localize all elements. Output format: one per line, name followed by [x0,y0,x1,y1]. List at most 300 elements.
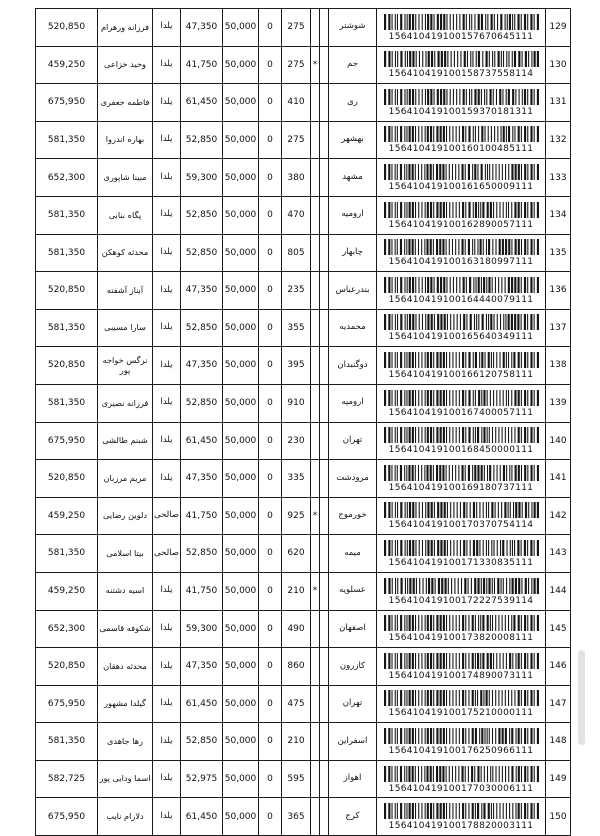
row-number-cell: 140 [546,422,571,460]
table-row [36,648,571,686]
barcode [379,352,543,380]
flag-cell [311,309,320,347]
recipient-name-cell: رها جاهدی [98,723,153,761]
recipient-name-cell: دلوين رضايی [98,497,153,535]
base-amount-cell: 50,000 [223,384,259,422]
fee-amount-cell: 52,850 [181,309,223,347]
blank-cell [320,196,329,234]
flag-cell [311,159,320,197]
recipient-name-cell: بهاره اندروا [98,121,153,159]
barcode-number: 156410419100171330835111 [388,557,534,568]
group-cell: يلدا [153,685,181,723]
city-cell: تهران [329,685,377,723]
zero-value-cell: 0 [259,309,282,347]
table-row [36,9,571,47]
barcode-image [384,14,539,30]
barcode [379,314,543,342]
city-cell: ميمه [329,535,377,573]
group-cell: يلدا [153,121,181,159]
table-row [36,497,571,535]
city-cell: خورموج [329,497,377,535]
barcode [379,728,543,756]
blank-cell [320,309,329,347]
fee-amount-cell: 47,350 [181,347,223,385]
zero-value-cell: 0 [259,196,282,234]
barcode-cell [377,798,546,836]
barcode-image [384,803,539,819]
flag-cell [311,196,320,234]
total-amount-cell: 520,850 [36,347,98,385]
recipient-name-cell: سارا مسيبی [98,309,153,347]
city-cell: كرج [329,798,377,836]
table-row [36,196,571,234]
fee-amount-cell: 52,850 [181,196,223,234]
blank-cell [320,159,329,197]
extra-amount-cell: 365 [282,798,311,836]
fee-amount-cell: 52,850 [181,234,223,272]
flag-cell [311,760,320,798]
barcode-cell [377,272,546,310]
table-row [36,347,571,385]
barcode-image [384,578,539,594]
base-amount-cell: 50,000 [223,685,259,723]
barcode-cell [377,422,546,460]
barcode [379,390,543,418]
row-number-cell: 134 [546,196,571,234]
barcode [379,14,543,42]
barcode-image [384,690,539,706]
fee-amount-cell: 41,750 [181,497,223,535]
zero-value-cell: 0 [259,422,282,460]
zero-value-cell: 0 [259,535,282,573]
zero-value-cell: 0 [259,9,282,47]
table-row [36,572,571,610]
group-cell: يلدا [153,384,181,422]
zero-value-cell: 0 [259,610,282,648]
base-amount-cell: 50,000 [223,159,259,197]
barcode [379,578,543,606]
base-amount-cell: 50,000 [223,572,259,610]
table-row [36,685,571,723]
barcode-number: 156410419100170370754114 [388,520,534,531]
fee-amount-cell: 41,750 [181,572,223,610]
extra-amount-cell: 595 [282,760,311,798]
blank-cell [320,535,329,573]
base-amount-cell: 50,000 [223,422,259,460]
row-number-cell: 146 [546,648,571,686]
total-amount-cell: 520,850 [36,272,98,310]
barcode-image [384,540,539,556]
barcode-cell [377,648,546,686]
barcode-cell [377,384,546,422]
base-amount-cell: 50,000 [223,196,259,234]
flag-cell [311,422,320,460]
base-amount-cell: 50,000 [223,535,259,573]
row-number-cell: 149 [546,760,571,798]
extra-amount-cell: 475 [282,685,311,723]
extra-amount-cell: 230 [282,422,311,460]
barcode [379,89,543,117]
total-amount-cell: 520,850 [36,460,98,498]
recipient-name-cell: فرزانه نصيری [98,384,153,422]
base-amount-cell: 50,000 [223,648,259,686]
zero-value-cell: 0 [259,497,282,535]
barcode [379,465,543,493]
barcode-cell [377,760,546,798]
city-cell: مشهد [329,159,377,197]
barcode [379,803,543,831]
extra-amount-cell: 275 [282,121,311,159]
extra-amount-cell: 395 [282,347,311,385]
total-amount-cell: 459,250 [36,497,98,535]
group-cell: يلدا [153,760,181,798]
recipient-name-cell: نرگس خواجه پور [98,347,153,385]
blank-cell [320,272,329,310]
recipient-name-cell: اسما ودايی پور [98,760,153,798]
zero-value-cell: 0 [259,121,282,159]
recipient-name-cell: گيلدا مشهور [98,685,153,723]
recipient-name-cell: اسيه دشتنه [98,572,153,610]
zero-value-cell: 0 [259,685,282,723]
barcode [379,690,543,718]
barcode-cell [377,196,546,234]
flag-cell [311,610,320,648]
city-cell: شوشتر [329,9,377,47]
blank-cell [320,234,329,272]
barcode-number: 156410419100177030006111 [388,783,534,794]
base-amount-cell: 50,000 [223,460,259,498]
barcode-cell [377,610,546,648]
base-amount-cell: 50,000 [223,9,259,47]
flag-cell: * [311,572,320,610]
barcode-number: 156410419100178820003111 [388,821,534,832]
total-amount-cell: 581,350 [36,234,98,272]
group-cell: يلدا [153,723,181,761]
flag-cell [311,384,320,422]
extra-amount-cell: 490 [282,610,311,648]
blank-cell [320,685,329,723]
base-amount-cell: 50,000 [223,723,259,761]
recipient-name-cell: آيناز آشفته [98,272,153,310]
total-amount-cell: 520,850 [36,9,98,47]
barcode-cell [377,159,546,197]
row-number-cell: 144 [546,572,571,610]
group-cell: يلدا [153,347,181,385]
barcode-cell [377,309,546,347]
extra-amount-cell: 620 [282,535,311,573]
table-row [36,535,571,573]
blank-cell [320,347,329,385]
fee-amount-cell: 61,450 [181,84,223,122]
city-cell: اسفراين [329,723,377,761]
barcode-number: 156410419100164440079111 [388,294,534,305]
zero-value-cell: 0 [259,84,282,122]
total-amount-cell: 581,350 [36,121,98,159]
total-amount-cell: 581,350 [36,309,98,347]
row-number-cell: 135 [546,234,571,272]
barcode-cell [377,497,546,535]
extra-amount-cell: 275 [282,9,311,47]
group-cell: صالحی [153,535,181,573]
barcode-image [384,502,539,518]
recipient-name-cell: فرزانه ورهرام [98,9,153,47]
fee-amount-cell: 59,300 [181,159,223,197]
group-cell: يلدا [153,272,181,310]
extra-amount-cell: 380 [282,159,311,197]
blank-cell [320,384,329,422]
row-number-cell: 138 [546,347,571,385]
barcode-image [384,465,539,481]
recipient-name-cell: مبينا شاپوری [98,159,153,197]
row-number-cell: 133 [546,159,571,197]
blank-cell [320,84,329,122]
row-number-cell: 147 [546,685,571,723]
table-row [36,46,571,84]
barcode-number: 156410419100162890057111 [388,219,534,230]
row-number-cell: 143 [546,535,571,573]
barcode-number: 156410419100158737558114 [388,69,534,80]
extra-amount-cell: 210 [282,572,311,610]
recipient-name-cell: محدثه كوهكن [98,234,153,272]
barcode [379,51,543,79]
total-amount-cell: 582,725 [36,760,98,798]
city-cell: عسلويه [329,572,377,610]
total-amount-cell: 520,850 [36,648,98,686]
row-number-cell: 150 [546,798,571,836]
barcode-number: 156410419100166120758111 [388,369,534,380]
barcode-cell [377,460,546,498]
barcode-image [384,164,539,180]
barcode-cell [377,121,546,159]
group-cell: يلدا [153,309,181,347]
barcode-number: 156410419100163180997111 [388,257,534,268]
barcode-number: 156410419100160100485111 [388,144,534,155]
fee-amount-cell: 52,975 [181,760,223,798]
flag-cell [311,648,320,686]
extra-amount-cell: 410 [282,84,311,122]
table-row [36,723,571,761]
row-number-cell: 130 [546,46,571,84]
recipient-name-cell: وحيد خزاعی [98,46,153,84]
barcode-cell [377,84,546,122]
table-row [36,422,571,460]
table-row [36,760,571,798]
zero-value-cell: 0 [259,272,282,310]
flag-cell [311,84,320,122]
fee-amount-cell: 61,450 [181,685,223,723]
table-row [36,798,571,836]
city-cell: جم [329,46,377,84]
group-cell: يلدا [153,46,181,84]
flag-cell: * [311,46,320,84]
zero-value-cell: 0 [259,46,282,84]
row-number-cell: 141 [546,460,571,498]
barcode-cell [377,347,546,385]
fee-amount-cell: 59,300 [181,610,223,648]
fee-amount-cell: 47,350 [181,272,223,310]
barcode-number: 156410419100169180737111 [388,482,534,493]
barcode [379,126,543,154]
extra-amount-cell: 910 [282,384,311,422]
zero-value-cell: 0 [259,723,282,761]
barcode-image [384,427,539,443]
blank-cell [320,723,329,761]
zero-value-cell: 0 [259,460,282,498]
flag-cell [311,347,320,385]
barcode-number: 156410419100159370181311 [388,106,534,117]
total-amount-cell: 675,950 [36,685,98,723]
extra-amount-cell: 805 [282,234,311,272]
total-amount-cell: 581,350 [36,535,98,573]
barcode-image [384,728,539,744]
barcode-number: 156410419100168450000111 [388,445,534,456]
extra-amount-cell: 275 [282,46,311,84]
barcode-image [384,653,539,669]
blank-cell [320,46,329,84]
total-amount-cell: 459,250 [36,46,98,84]
barcode-image [384,390,539,406]
city-cell: بندرعباس [329,272,377,310]
flag-cell: * [311,497,320,535]
fee-amount-cell: 52,850 [181,723,223,761]
blank-cell [320,648,329,686]
recipient-name-cell: پگاه بنابی [98,196,153,234]
group-cell: يلدا [153,572,181,610]
barcode-image [384,89,539,105]
barcode [379,766,543,794]
flag-cell [311,234,320,272]
table-row [36,610,571,648]
extra-amount-cell: 210 [282,723,311,761]
barcode-cell [377,572,546,610]
report-table [35,8,571,836]
table-row [36,159,571,197]
row-number-cell: 129 [546,9,571,47]
barcode-image [384,277,539,293]
flag-cell [311,460,320,498]
city-cell: بهشهر [329,121,377,159]
city-cell: چابهار [329,234,377,272]
base-amount-cell: 50,000 [223,272,259,310]
fee-amount-cell: 47,350 [181,460,223,498]
blank-cell [320,422,329,460]
barcode-image [384,126,539,142]
row-number-cell: 139 [546,384,571,422]
extra-amount-cell: 335 [282,460,311,498]
barcode-image [384,615,539,631]
base-amount-cell: 50,000 [223,760,259,798]
table-row [36,234,571,272]
recipient-name-cell: بيتا اسلامی [98,535,153,573]
flag-cell [311,121,320,159]
group-cell: يلدا [153,422,181,460]
extra-amount-cell: 235 [282,272,311,310]
base-amount-cell: 50,000 [223,610,259,648]
barcode-cell [377,535,546,573]
row-number-cell: 131 [546,84,571,122]
barcode-number: 156410419100173820008111 [388,633,534,644]
barcode [379,540,543,568]
barcode-number: 156410419100167400057111 [388,407,534,418]
table-row [36,272,571,310]
base-amount-cell: 50,000 [223,497,259,535]
barcode-image [384,766,539,782]
row-number-cell: 148 [546,723,571,761]
barcode-number: 156410419100175210000111 [388,708,534,719]
city-cell: محمديه [329,309,377,347]
group-cell: يلدا [153,798,181,836]
recipient-name-cell: دلارام نايب [98,798,153,836]
barcode [379,615,543,643]
city-cell: اهواز [329,760,377,798]
zero-value-cell: 0 [259,572,282,610]
barcode-image [384,239,539,255]
city-cell: دوگنبدان [329,347,377,385]
fee-amount-cell: 61,450 [181,422,223,460]
fee-amount-cell: 41,750 [181,46,223,84]
total-amount-cell: 581,350 [36,723,98,761]
extra-amount-cell: 925 [282,497,311,535]
barcode-number: 156410419100172227539114 [388,595,534,606]
fee-amount-cell: 52,850 [181,535,223,573]
barcode-number: 156410419100174890073111 [388,670,534,681]
barcode-cell [377,234,546,272]
scrollbar-thumb[interactable] [578,650,585,745]
base-amount-cell: 50,000 [223,84,259,122]
barcode [379,502,543,530]
blank-cell [320,460,329,498]
total-amount-cell: 581,350 [36,196,98,234]
total-amount-cell: 675,950 [36,798,98,836]
barcode-number: 156410419100157670645111 [388,31,534,42]
table-row [36,384,571,422]
base-amount-cell: 50,000 [223,46,259,84]
fee-amount-cell: 52,850 [181,121,223,159]
zero-value-cell: 0 [259,347,282,385]
fee-amount-cell: 61,450 [181,798,223,836]
total-amount-cell: 652,300 [36,610,98,648]
table-row [36,460,571,498]
barcode [379,202,543,230]
flag-cell [311,272,320,310]
blank-cell [320,9,329,47]
group-cell: يلدا [153,84,181,122]
barcode-number: 156410419100161650009111 [388,182,534,192]
barcode-image [384,202,539,218]
extra-amount-cell: 355 [282,309,311,347]
zero-value-cell: 0 [259,760,282,798]
group-cell: يلدا [153,234,181,272]
city-cell: مرودشت [329,460,377,498]
group-cell: يلدا [153,610,181,648]
barcode-image [384,314,539,330]
flag-cell [311,685,320,723]
group-cell: يلدا [153,648,181,686]
row-number-cell: 136 [546,272,571,310]
barcode-cell [377,9,546,47]
zero-value-cell: 0 [259,159,282,197]
zero-value-cell: 0 [259,648,282,686]
fee-amount-cell: 47,350 [181,648,223,686]
total-amount-cell: 652,300 [36,159,98,197]
total-amount-cell: 675,950 [36,84,98,122]
flag-cell [311,798,320,836]
blank-cell [320,121,329,159]
barcode-cell [377,723,546,761]
row-number-cell: 145 [546,610,571,648]
table-body [36,9,571,836]
group-cell: يلدا [153,9,181,47]
